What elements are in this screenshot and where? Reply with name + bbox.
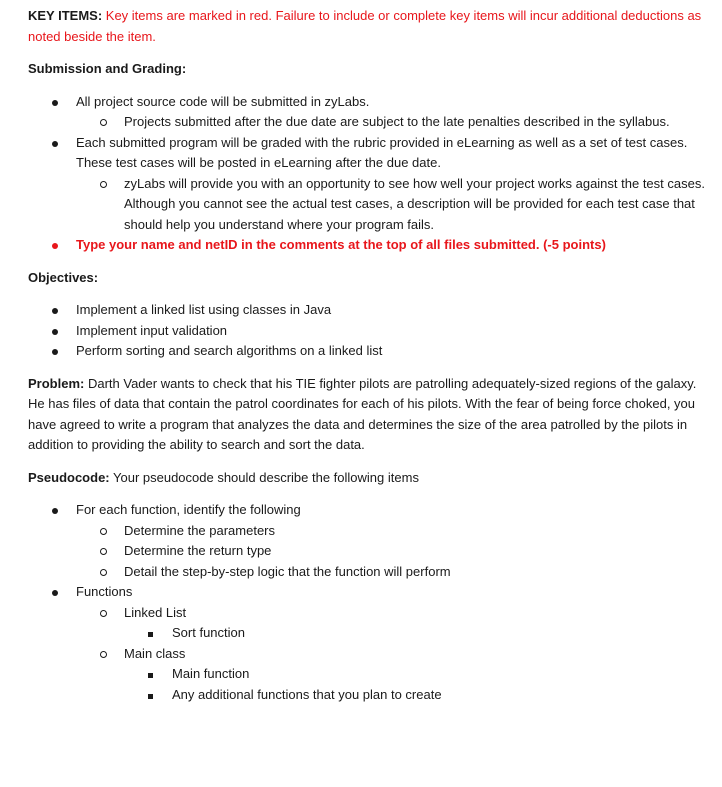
objectives-heading <box>28 268 714 289</box>
hollow-bullet-icon <box>100 521 107 542</box>
list-item-text: Main class <box>124 645 186 661</box>
list-item-key <box>28 235 714 256</box>
submission-heading <box>28 59 714 80</box>
objectives-list <box>28 300 714 362</box>
bullet-icon <box>52 133 58 154</box>
list-item-text: Determine the return type <box>124 543 272 558</box>
list-item-text: Main function <box>172 666 250 681</box>
list-item <box>28 341 714 362</box>
list-item <box>28 685 714 706</box>
list-item <box>28 321 714 342</box>
submission-list <box>28 92 714 256</box>
list-item-text: Each submitted program will be graded with the rubric provided in eLearning as well as a set of test cases. These test cases will be posted in eLearning after the due date. <box>76 134 688 170</box>
bullet-icon <box>52 321 58 342</box>
problem-label: Problem: <box>28 375 85 391</box>
list-item <box>28 644 714 665</box>
hollow-bullet-icon <box>100 562 107 583</box>
list-item <box>28 664 714 685</box>
document-body <box>28 6 714 705</box>
bullet-icon <box>52 582 58 603</box>
list-item-text: Sort function <box>172 625 245 640</box>
list-item <box>28 541 714 562</box>
list-item-text: All project source code will be submitted in zyLabs. <box>76 93 370 109</box>
list-item <box>28 603 714 624</box>
problem-text: Darth Vader wants to check that his TIE fighter pilots are patrolling adequately-sized regions of the galaxy. He has files of data that contain the patrol coordinates for each of his pilots. With the fear of being force choked, you have agreed to write a program that analyzes the data and determines the size of the area patrolled by the pilots in addition to providing the ability to search and sort the data. <box>28 375 697 452</box>
key-items-paragraph <box>28 6 714 47</box>
objectives-heading-text: Objectives: <box>28 269 99 285</box>
list-item-text: Functions <box>76 584 133 599</box>
hollow-bullet-icon <box>100 112 107 133</box>
list-item <box>28 112 714 133</box>
problem-paragraph <box>28 374 714 456</box>
square-bullet-icon <box>148 685 153 706</box>
list-item-text: zyLabs will provide you with an opportunity to see how well your project works against the test cases. Although you cannot see the actual test cases, a description will be provided for each test case that should help you understand where your program fails. <box>124 175 705 232</box>
bullet-icon <box>52 500 58 521</box>
hollow-bullet-icon <box>100 644 107 665</box>
square-bullet-icon <box>148 664 153 685</box>
pseudocode-paragraph <box>28 468 714 489</box>
list-item <box>28 623 714 644</box>
list-item-text: Linked List <box>124 604 187 620</box>
list-item-text: Any additional functions that you plan to create <box>172 686 442 702</box>
list-item <box>28 521 714 542</box>
pseudocode-text: Your pseudocode should describe the following items <box>109 469 419 485</box>
key-items-text: Key items are marked in red. Failure to include or complete key items will incur additional deductions as noted beside the item. <box>28 8 702 44</box>
list-item-text: Perform sorting and search algorithms on a linked list <box>76 343 383 358</box>
list-item <box>28 300 714 321</box>
list-item <box>28 92 714 113</box>
list-item-text: Type your name and netID in the comments at the top of all files submitted. (-5 points) <box>76 237 606 252</box>
list-item <box>28 174 714 236</box>
hollow-bullet-icon <box>100 541 107 562</box>
list-item <box>28 500 714 521</box>
key-items-label: KEY ITEMS: <box>28 8 103 23</box>
pseudocode-list <box>28 500 714 705</box>
list-item-text: Implement input validation <box>76 322 228 338</box>
list-item-text: For each function, identify the following <box>76 502 301 517</box>
list-item-text: Detail the step-by-step logic that the function will perform <box>124 563 451 579</box>
hollow-bullet-icon <box>100 603 107 624</box>
bullet-icon <box>52 300 58 321</box>
bullet-icon <box>52 235 58 256</box>
submission-heading-text: Submission and Grading: <box>28 61 187 76</box>
list-item-text: Projects submitted after the due date are subject to the late penalties described in the syllabus. <box>124 114 670 129</box>
bullet-icon <box>52 341 58 362</box>
hollow-bullet-icon <box>100 174 107 195</box>
square-bullet-icon <box>148 623 153 644</box>
list-item <box>28 562 714 583</box>
pseudocode-label: Pseudocode: <box>28 469 110 485</box>
list-item <box>28 133 714 174</box>
bullet-icon <box>52 92 58 113</box>
list-item-text: Determine the parameters <box>124 522 276 538</box>
list-item <box>28 582 714 603</box>
list-item-text: Implement a linked list using classes in Java <box>76 302 332 317</box>
